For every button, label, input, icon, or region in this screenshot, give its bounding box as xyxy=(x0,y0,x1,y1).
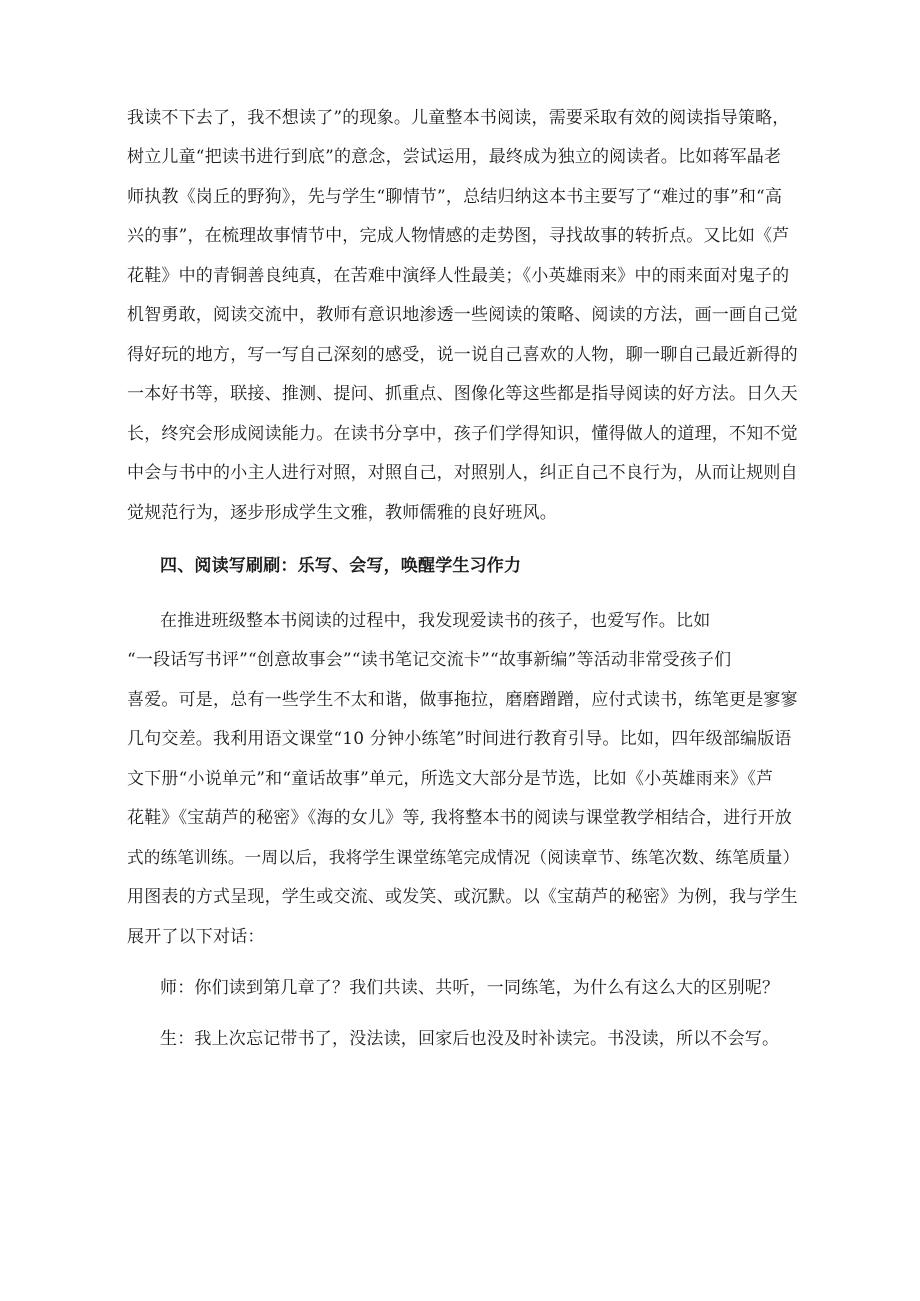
paragraph-line: “一段话写书评”“创意故事会”“读书笔记交流卡”“故事新编”等活动非常受孩子们 xyxy=(127,650,732,670)
paragraph-line: 师执教《岗丘的野狗》，先与学生“聊情节”，总结归纳这本书主要写了“难过的事”和“高 xyxy=(127,187,783,207)
paragraph-line: 花鞋》中的青铜善良纯真，在苦难中演绎人性最美；《小英雄雨来》中的雨来面对鬼子的 xyxy=(127,266,790,286)
paragraph-line: 觉规范行为，逐步形成学生文雅，教师儒雅的良好班风。 xyxy=(127,503,557,523)
paragraph-line: 文下册“小说单元”和“童话故事”单元，所选文大部分是节选，比如《小英雄雨来》《芦 xyxy=(127,769,774,789)
paragraph-line: 机智勇敢，阅读交流中，教师有意识地渗透一些阅读的策略、阅读的方法，画一画自己觉 xyxy=(127,305,798,325)
paragraph-line: 长，终究会形成阅读能力。在读书分享中，孩子们学得知识，懂得做人的道理，不知不觉 xyxy=(127,424,798,444)
paragraph-line: 兴的事”，在梳理故事情节中，完成人物情感的走势图，寻找故事的转折点。又比如《芦 xyxy=(127,226,790,246)
paragraph-line: 用图表的方式呈现，学生或交流、或发笑、或沉默。以《宝葫芦的秘密》为例，我与学生 xyxy=(127,887,798,907)
paragraph-line: 一本好书等，联接、推测、提问、抓重点、图像化等这些都是指导阅读的好方法。日久天 xyxy=(127,384,798,404)
teacher-dialogue: 师：你们读到第几章了？我们共读、共听，一同练笔，为什么有这么大的区别呢？ xyxy=(160,978,780,998)
paragraph-line: 式的练笔训练。一周以后，我将学生课堂练笔完成情况（阅读章节、练笔次数、练笔质量） xyxy=(127,848,800,867)
paragraph-line: 得好玩的地方，写一写自己深刻的感受，说一说自己喜欢的人物，聊一聊自己最近新得的 xyxy=(127,345,798,365)
student-dialogue: 生：我上次忘记带书了，没法读，回家后也没及时补读完。书没读，所以不会写。 xyxy=(160,1029,780,1049)
paragraph-line: 中会与书中的小主人进行对照，对照自己，对照别人，纠正自己不良行为，从而让规则自 xyxy=(127,463,798,483)
paragraph-line: 在推进班级整本书阅读的过程中，我发现爱读书的孩子，也爱写作。比如 xyxy=(160,611,711,631)
paragraph-line: 几句交差。我利用语文课堂“10 分钟小练笔”时间进行教育引导。比如，四年级部编版语 xyxy=(127,729,792,749)
paragraph-line: 树立儿童“把读书进行到底”的意念，尝试运用，最终成为独立的阅读者。比如蒋军晶老 xyxy=(127,147,782,167)
paragraph-line: 我读不下去了，我不想读了”的现象。儿童整本书阅读，需要采取有效的阅读指导策略， xyxy=(127,108,790,128)
paragraph-line: 喜爱。可是，总有一些学生不太和谐，做事拖拉，磨磨蹭蹭，应付式读书，练笔更是寥寥 xyxy=(127,690,798,710)
paragraph-line: 展开了以下对话： xyxy=(127,927,265,947)
paragraph-line: 花鞋》《宝葫芦的秘密》《海的女儿》等, 我将整本书的阅读与课堂教学相结合，进行开放 xyxy=(127,808,793,828)
section-heading: 四、阅读写刷刷：乐写、会写，唤醒学生习作力 xyxy=(160,556,522,576)
